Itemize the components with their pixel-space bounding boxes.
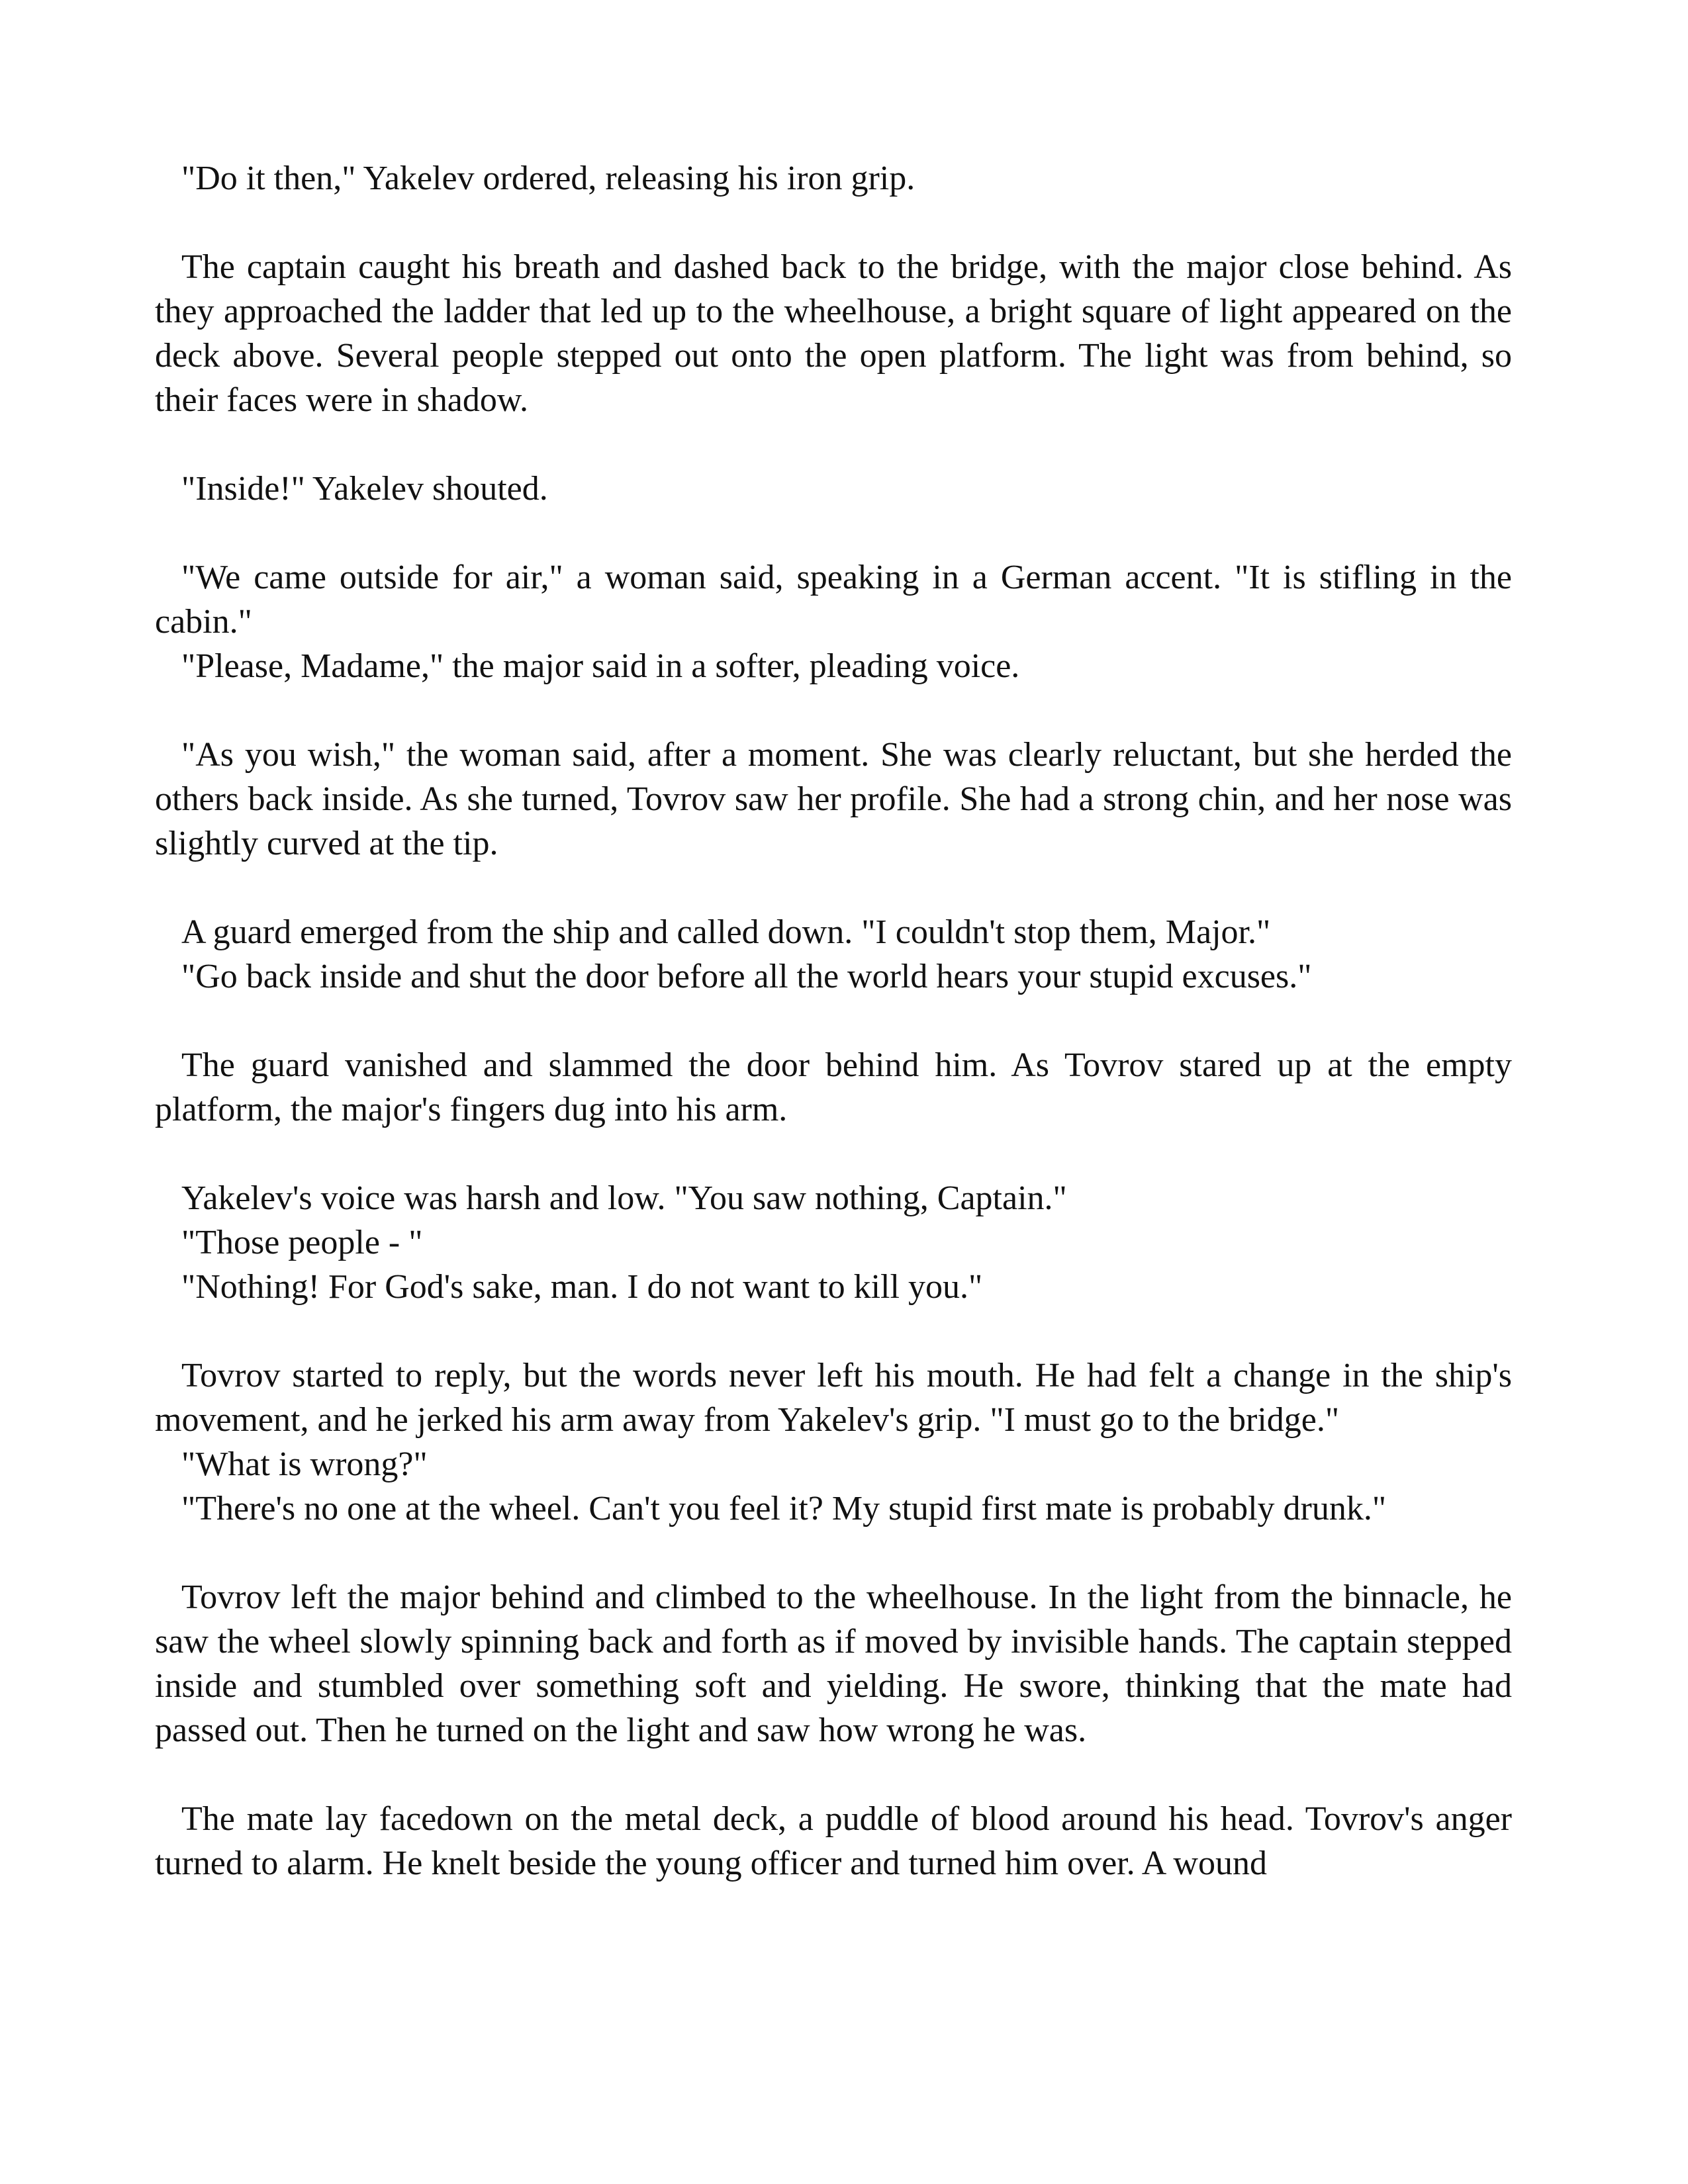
paragraph-15: "There's no one at the wheel. Can't you feel it? My stupid first mate is probably drunk." [181,1490,1387,1527]
paragraph-3: "Inside!" Yakelev shouted. [181,470,548,508]
paragraph-12: "Nothing! For God's sake, man. I do not want to kill you." [181,1268,983,1306]
paragraph-5: "Please, Madame," the major said in a softer, pleading voice. [181,647,1020,685]
paragraph-9: The guard vanished and slammed the door behind him. As Tovrov stared up at the empty platform, the major's fingers dug into his arm. [155,1046,1512,1128]
paragraph-6: "As you wish," the woman said, after a moment. She was clearly reluctant, but she herded the others back inside. As she turned, Tovrov saw her profile. She had a strong chin, and her nose was slightly curved at the tip. [155,736,1512,862]
paragraph-11: "Those people - " [181,1224,423,1261]
paragraph-2: The captain caught his breath and dashed back to the bridge, with the major close behind. As they approached the ladder that led up to the wheelhouse, a bright square of light appeared on the deck above. Several people stepped out onto the open platform. The light was from behind, so their faces were in shadow. [155,248,1512,419]
paragraph-17: The mate lay facedown on the metal deck, a puddle of blood around his head. Tovrov's anger turned to alarm. He knelt beside the young officer and turned him over. A wound [155,1800,1512,1882]
paragraph-7: A guard emerged from the ship and called down. "I couldn't stop them, Major." [181,913,1271,951]
paragraph-1: "Do it then," Yakelev ordered, releasing his iron grip. [181,159,915,197]
paragraph-14: "What is wrong?" [181,1445,428,1483]
document-page [155,156,1512,1886]
paragraph-16: Tovrov left the major behind and climbed to the wheelhouse. In the light from the binnacle, he saw the wheel slowly spinning back and forth as if moved by invisible hands. The captain stepped inside and stumbled over something soft and yielding. He swore, thinking that the mate had passed out. Then he turned on the light and saw how wrong he was. [155,1578,1512,1749]
paragraph-8: "Go back inside and shut the door before all the world hears your stupid excuses." [181,958,1312,995]
paragraph-13: Tovrov started to reply, but the words never left his mouth. He had felt a change in the ship's movement, and he jerked his arm away from Yakelev's grip. "I must go to the bridge." [155,1357,1512,1439]
paragraph-10: Yakelev's voice was harsh and low. "You saw nothing, Captain." [181,1179,1067,1217]
paragraph-4: "We came outside for air," a woman said, speaking in a German accent. "It is stifling in the cabin." [155,559,1512,641]
